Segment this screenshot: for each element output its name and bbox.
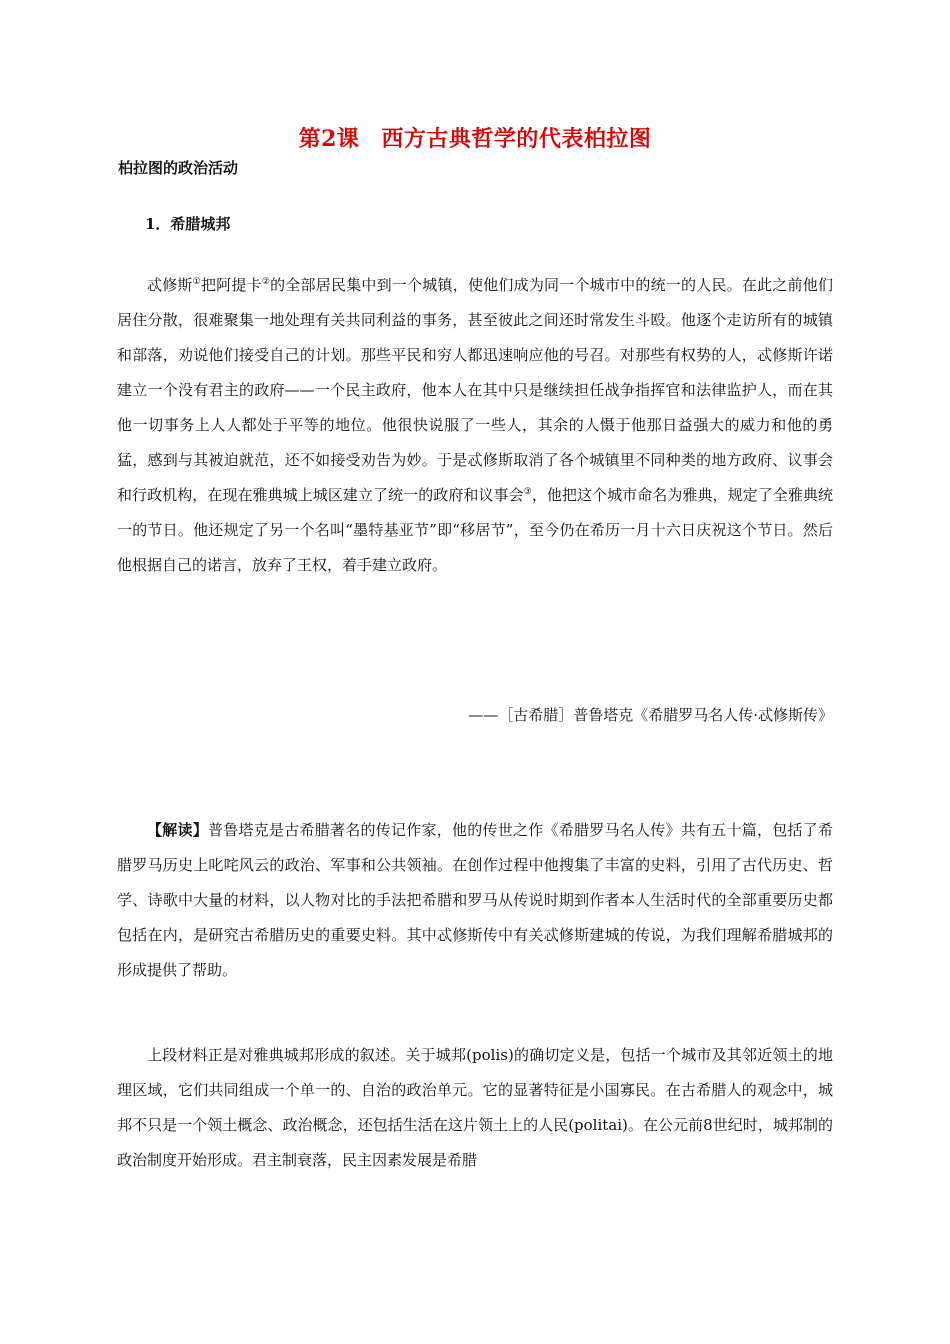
- footnote-marker-1: ①: [192, 277, 201, 287]
- excerpt-text-2: 把阿提卡: [200, 276, 262, 294]
- excerpt-text-4: ，他把这个城市命名为雅典，规定了全雅典统一的节日。他还规定了另一个名叫“墨特基亚节”即“移居节”，至今仍在希历一月十六日庆祝这个节日。然后他根据自己的诺言，放弃了王权，着手建立政府。: [117, 486, 833, 574]
- footnote-marker-3: ③: [523, 487, 532, 497]
- lesson-title: [0, 122, 950, 153]
- subheading: 柏拉图的政治活动: [118, 159, 239, 177]
- commentary-text: 普鲁塔克是古希腊著名的传记作家，他的传世之作《希腊罗马名人传》共有五十篇，包括了希腊罗马历史上叱咤风云的政治、军事和公共领袖。在创作过程中他搜集了丰富的史料，引用了古代历史、哲学、诗歌中大量的材料，以人物对比的手法把希腊和罗马从传说时期到作者本人生活时代的全部重要历史都包括在内，是研究古希腊历史的重要史料。其中忒修斯传中有关忒修斯建城的传说，为我们理解希腊城邦的形成提供了帮助。: [117, 821, 833, 979]
- lesson-topic: 西方古典哲学的代表柏拉图: [381, 126, 652, 152]
- lesson-number: 第2课: [298, 126, 360, 152]
- section-heading: 1．希腊城邦: [145, 215, 231, 233]
- body-paragraph: 上段材料正是对雅典城邦形成的叙述。关于城邦(polis)的确切定义是，包括一个城市及其邻近领土的地理区域，它们共同组成一个单一的、自治的政治单元。它的显著特征是小国寡民。在古希腊人的观念中，城邦不只是一个领土概念、政治概念，还包括生活在这片领土上的人民(politai)。在公元前8世纪时，城邦制的政治制度开始形成。君主制衰落，民主因素发展是希腊: [117, 1046, 833, 1169]
- excerpt-paragraph: [117, 268, 833, 583]
- footnote-marker-2: ②: [261, 277, 271, 287]
- commentary-paragraph: [117, 813, 833, 988]
- commentary-label: 【解读】: [147, 821, 208, 839]
- excerpt-text-1: 忒修斯: [147, 276, 193, 294]
- source-citation: ——［古希腊］普鲁塔克《希腊罗马名人传·忒修斯传》: [468, 706, 833, 724]
- excerpt-text-3: 的全部居民集中到一个城镇，使他们成为同一个城市中的统一的人民。在此之前他们居住分散，很难聚集一地处理有关共同利益的事务，甚至彼此之间还时常发生斗殴。他逐个走访所有的城镇和部落，劝说他们接受自己的计划。那些平民和穷人都迅速响应他的号召。对那些有权势的人，忒修斯许诺建立一个没有君主的政府——一个民主政府，他本人在其中只是继续担任战争指挥官和法律监护人，而在其他一切事务上人人都处于平等的地位。他很快说服了一些人，其余的人慑于他那日益强大的威力和他的勇猛，感到与其被迫就范，还不如接受劝告为妙。于是忒修斯取消了各个城镇里不同种类的地方政府、议事会和行政机构，在现在雅典城上城区建立了统一的政府和议事会: [117, 276, 833, 504]
